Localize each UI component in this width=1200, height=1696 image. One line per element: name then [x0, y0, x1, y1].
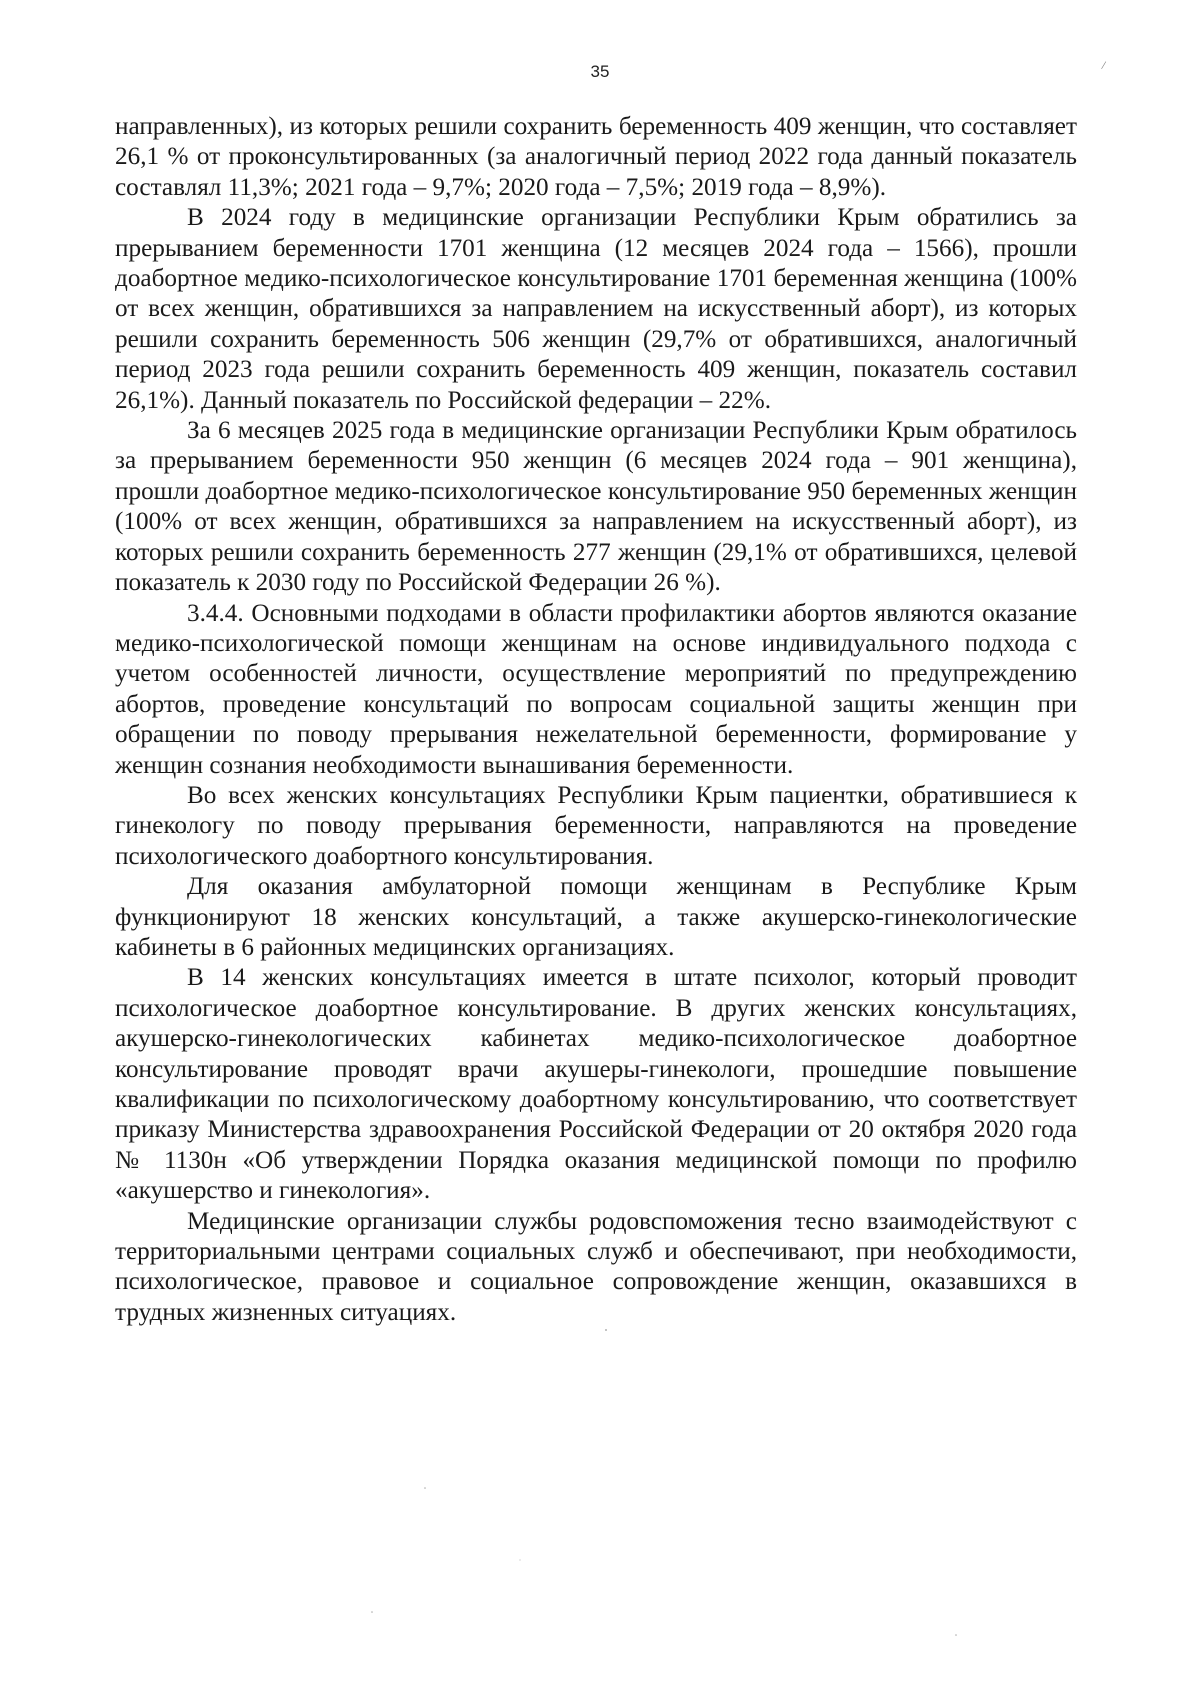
scan-speck	[371, 1611, 373, 1613]
paragraph-psychologists: В 14 женских консультациях имеется в штате психолог, который проводит психологическое доабортное консультирование. В других женских консультациях, акушерско-гинекологических кабинетах медико-психологическое доабортное консультирование проводят врачи акушеры-гинекологи, прошедшие повышение квалификации по психологическому доабортному консультированию, что соответствует приказу Министерства здравоохранения Российской Федерации от 20 октября 2020 года № 1130н «Об утверждении Порядка оказания медицинской помощи по профилю «акушерство и гинекология».	[115, 964, 1077, 1205]
paragraph-ambulatory-care: Для оказания амбулаторной помощи женщинам в Республике Крым функционируют 18 женских консультаций, а также акушерско-гинекологические кабинеты в 6 районных медицинских организациях.	[115, 873, 1077, 961]
paragraph-consultations: Во всех женских консультациях Республики Крым пациентки, обратившиеся к гинекологу по поводу прерывания беременности, направляются на проведение психологического доабортного консультирования.	[115, 781, 1077, 870]
paragraph-2024-statistics: В 2024 году в медицинские организации Республики Крым обратились за прерыванием беременности 1701 женщина (12 месяцев 2024 года – 1566), прошли доабортное медико-психологическое консультирование 1701 беременная женщина (100% от всех женщин, обратившихся за направлением на искусственный аборт), из которых решили сохранить беременность 506 женщин (29,7% от обратившихся, аналогичный период 2023 года решили сохранить беременность 409 женщин, показатель составил 26,1%). Данный показатель по Российской федерации – 22%.	[115, 204, 1077, 414]
scan-speck	[424, 1487, 426, 1489]
scan-speck	[955, 1634, 957, 1636]
paragraph-social-services: Медицинские организации службы родовспоможения тесно взаимодействуют с территориальными центрами социальных служб и обеспечивают, при необходимости, психологическое, правовое и социальное сопровождение женщин, оказавшихся в трудных жизненных ситуациях.	[115, 1207, 1077, 1326]
paragraph-continuation: направленных), из которых решили сохранить беременность 409 женщин, что составляет 26,1 % от проконсультированных (за аналогичный период 2022 года данный показатель составлял 11,3%; 2021 года – 9,7%; 2020 года – 7,5%; 2019 года – 8,9%).	[115, 113, 1077, 201]
scan-speck	[605, 1329, 607, 1331]
paragraph-section-3-4-4: 3.4.4. Основными подходами в области профилактики абортов являются оказание медико-психологической помощи женщинам на основе индивидуального подхода с учетом особенностей личности, осуществление мероприятий по предупреждению абортов, проведение консультаций по вопросам социальной защиты женщин при обращении по поводу прерывания нежелательной беременности, формирование у женщин сознания необходимости вынашивания беременности.	[115, 599, 1077, 779]
page-number: 35	[590, 62, 610, 81]
stray-pen-mark: /	[1100, 57, 1107, 73]
scan-speck	[519, 1559, 520, 1560]
document-body	[115, 112, 1077, 1328]
paragraph-2025-statistics: За 6 месяцев 2025 года в медицинские организации Республики Крым обратилось за прерыванием беременности 950 женщин (6 месяцев 2024 года – 901 женщина), прошли доабортное медико-психологическое консультирование 950 беременных женщин (100% от всех женщин, обратившихся за направлением на искусственный аборт), из которых решили сохранить беременность 277 женщин (29,1% от обратившихся, целевой показатель к 2030 году по Российской Федерации 26 %).	[115, 417, 1077, 597]
